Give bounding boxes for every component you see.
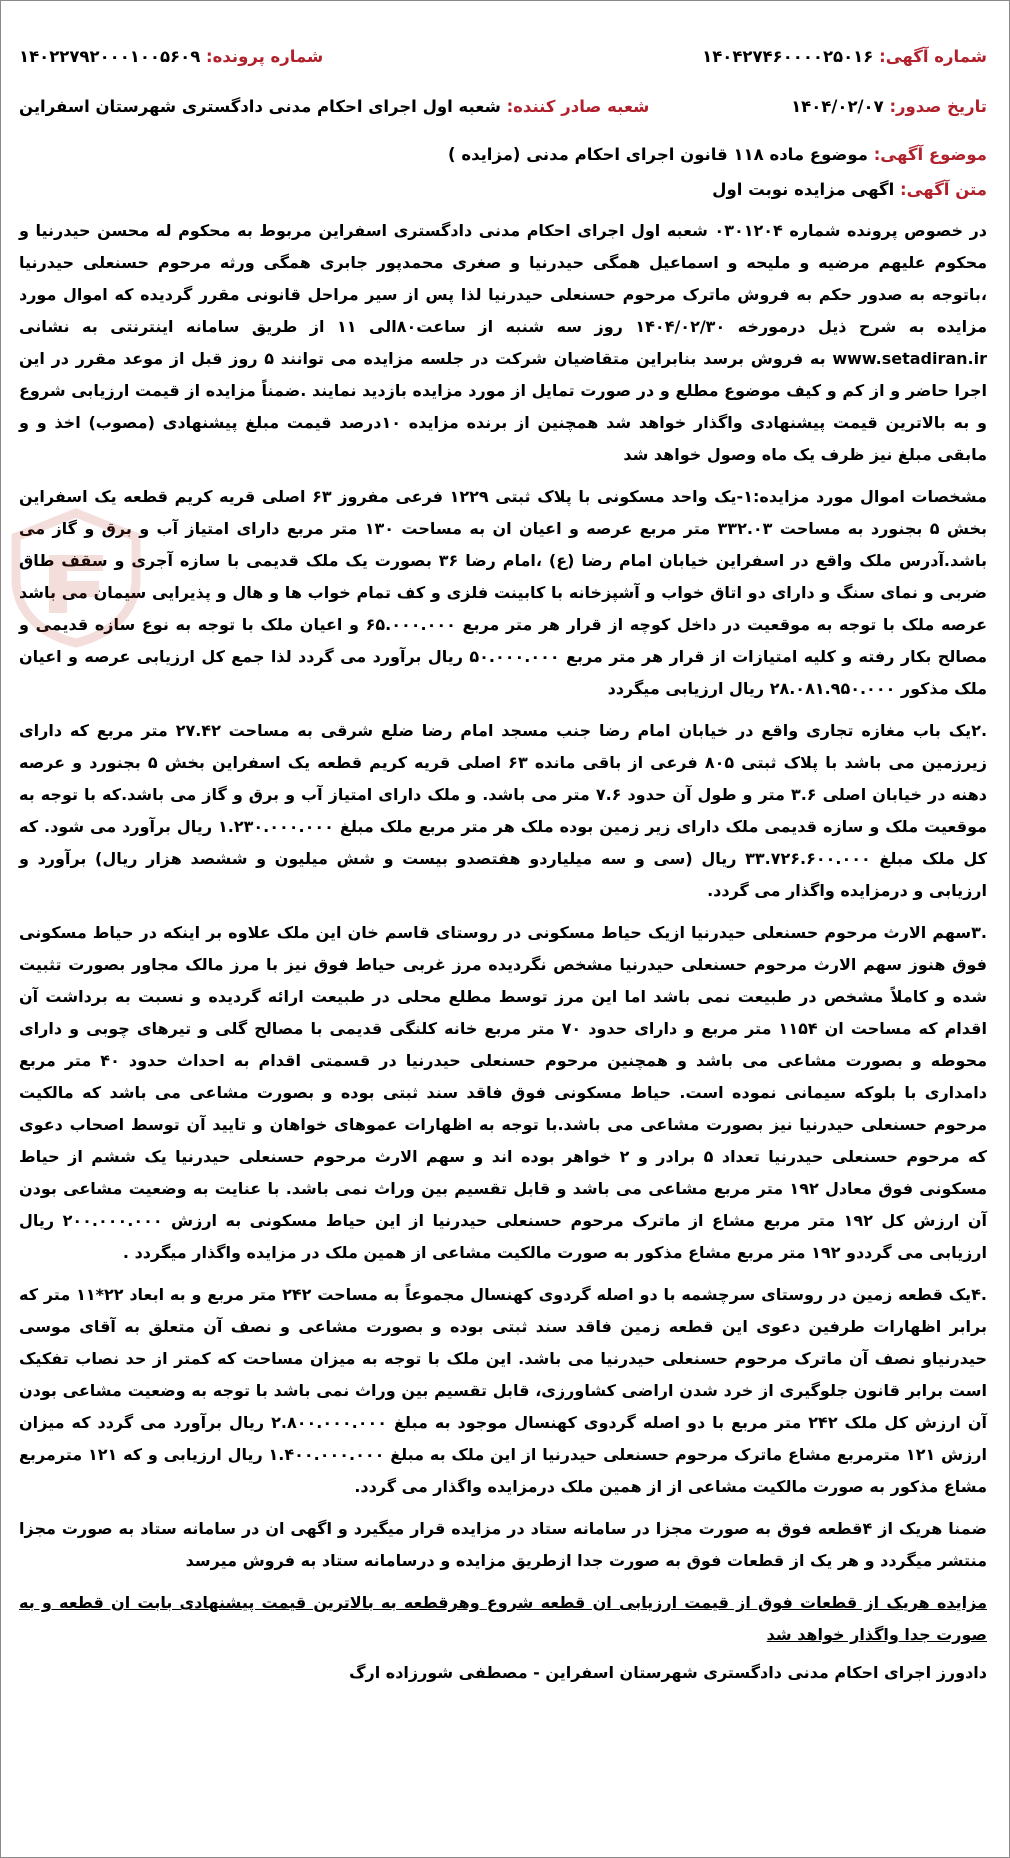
notice-number-label: شماره آگهی: [879,46,987,66]
property-item-1: مشخصات اموال مورد مزایده:۱-یک واحد مسکونی با پلاک ثبتی ۱۲۲۹ فرعی مفروز ۶۳ اصلی قریه کریم قطعه یک اسفراین بخش ۵ بجنورد به مساحت ۳۳۲.۰۳ متر مربع عرصه و اعیان ان به مساحت ۱۳۰ متر مربع دارای امتیاز آب و برق و گاز می باشد.آدرس ملک واقع در اسفراین خیابان امام رضا (ع) ،امام رضا ۳۶ بصورت یک ملک قدیمی با سازه آجری و سقف طاق ضربی و نمای سنگ و دارای دو اتاق خواب و آشپزخانه با کابینت فلزی و کف تمام خواب ها و هال و پذیرایی سیمان می باشد عرصه ملک با توجه به موقعیت در داخل کوچه از قرار هر متر مربع ۶۵.۰۰۰.۰۰۰ و اعیان ملک با توجه به نوع سازه قدیمی و مصالح بکار رفته و کلیه امتیازات از قرار هر متر مربع ۵۰.۰۰۰.۰۰۰ ریال برآورد می گردد لذا جمع کل ارزیابی عرصه و اعیان ملک مذکور ۲۸.۰۸۱.۹۵۰.۰۰۰ ریال ارزیابی میگردد [19,487,988,698]
issuing-branch-label: شعبه صادر کننده: [506,96,650,116]
notice-text-label: متن آگهی: [900,180,987,199]
case-number-value: ۱۴۰۲۲۷۹۲۰۰۰۱۰۰۵۶۰۹ [19,46,201,66]
notice-text-value: اگهی مزایده نوبت اول [712,180,895,199]
issuing-branch [19,97,649,116]
header-row-1 [19,31,987,81]
signature: دادورز اجرای احکام مدنی دادگستری شهرستان اسفراین - مصطفی شورزاده ارگ [349,1663,987,1682]
case-number-label: شماره پرونده: [206,46,324,66]
property-item-4: .۴یک قطعه زمین در روستای سرچشمه با دو اصله گردوی کهنسال مجموعاً به مساحت ۲۴۲ متر مربع و به ابعاد ۲۲*۱۱ متر که برابر اظهارات طرفین دعوی این قطعه زمین فاقد سند ثبتی بوده و بصورت مشاعی و نصف آن متعلق به آقای موسی حیدرنیاو نصف آن ماترک مرحوم حسنعلی حیدرنیا می باشد. این ملک با توجه به میزان مساحت که کمتر از حد نصاب تفکیک است برابر قانون جلوگیری از خرد شدن اراضی کشاورزی، قابل تقسیم بین وراث نمی باشد با توجه به وضعیت مشاعی بودن آن ارزش کل ملک ۲۴۲ متر مربع با دو اصله گردوی کهنسال موجود به مبلغ ۲.۸۰۰.۰۰۰.۰۰۰ ریال برآورد می گردد که میزان ارزش ۱۲۱ مترمربع مشاع ماترک مرحوم حسنعلی حیدرنیا از این ملک به مبلغ ۱.۴۰۰.۰۰۰.۰۰۰ ریال ارزیابی و که ۱۲۱ مترمربع مشاع مذکور به صورت مالکیت مشاعی از از همین ملک درمزایده واگذار می گردد. [19,1285,988,1496]
notice-subject [19,145,987,164]
issue-date [791,97,987,116]
notice-number-value: ۱۴۰۴۲۷۴۶۰۰۰۰۲۵۰۱۶ [702,46,874,66]
intro-paragraph: در خصوص پرونده شماره ۰۳۰۱۲۰۴ شعبه اول اجرای احکام مدنی دادگستری اسفراین مربوط به محکوم له محسن حیدرنیا و محکوم علیهم مرضیه و ملیحه و اسماعیل همگی حیدرنیا و صغری محمدپور جابری همگی ورثه مرحوم حسنعلی حیدرنیا ،باتوجه به صدور حکم به فروش ماترک مرحوم حسنعلی حیدرنیا لذا پس از سیر مراحل قانونی مقرر گردیده که اموال مورد مزایده به شرح ذیل درمورخه ۱۴۰۴/۰۲/۳۰ روز سه شنبه از ساعت۸۰الی ۱۱ از طریق سامانه اینترنتی به نشانی www.setadiran.ir به فروش برسد بنابراین متقاضیان شرکت در جلسه مزایده می توانند ۵ روز قبل از موعد مقرر در این اجرا حاضر و از کم و کیف موضوع مطلع و در صورت تمایل از مورد مزایده بازدید نمایند .ضمناً مزایده از قیمت ارزیابی شروع و به بالاترین قیمت پیشنهادی واگذار خواهد شد همچنین از برنده مزایده ۱۰درصد قیمت مبلغ پیشنهادی (مصوب) اخذ و و مابقی مبلغ نیز ظرف یک ماه وصول خواهد شد [19,221,988,464]
notice-number [702,47,987,66]
property-item-3: .۳سهم الارث مرحوم حسنعلی حیدرنیا ازیک حیاط مسکونی در روستای قاسم خان این ملک علاوه بر اینکه در حیاط مسکونی فوق هنوز سهم الارث مرحوم حسنعلی حیدرنیا مشخص نگردیده مرز غربی حیاط فوق نیز با مرز مالک مجاور بصورت تثبیت شده و کاملاً مشخص در طبیعت نمی باشد اما این مرز توسط مطلع محلی در طبیعت ارائه گردیده و نسبت به برداشت آن اقدام که مساحت ان ۱۱۵۴ متر مربع و دارای حدود ۷۰ متر مربع خانه کلنگی قدیمی با مصالح گلی و تیرهای چوبی و دارای محوطه و بصورت مشاعی می باشد و همچنین مرحوم حسنعلی حیدرنیا در قسمتی اقدام به احداث حدود ۴۰ متر مربع دامداری با بلوکه سیمانی نموده است. حیاط مسکونی فوق فاقد سند ثبتی بوده و بصورت مشاعی می باشد که مالکیت مرحوم حسنعلی حیدرنیا نیز بصورت مشاعی می باشد.با توجه به اظهارات عموهای خواهان و تایید آن توسط اصحاب دعوی که مرحوم حسنعلی حیدرنیا تعداد ۵ برادر و ۲ خواهر بوده اند و سهم الارث مرحوم حسنعلی حیدرنیا یک ششم از حیاط مسکونی فوق معادل ۱۹۲ متر مربع مشاعی می باشد و قابل تقسیم بین وراث نمی باشد. با عنایت به وضعیت مشاعی بودن آن ارزش کل ۱۹۲ متر مربع مشاع از ماترک مرحوم حسنعلی حیدرنیا از این حیاط مسکونی به ارزش ۲۰۰.۰۰۰.۰۰۰ ریال ارزیابی می گرددو ۱۹۲ متر مربع مشاع مذکور به صورت مالکیت مشاعی از همین ملک در مزایده واگذار میگردد . [19,923,988,1262]
notice-subject-label: موضوع آگهی: [873,145,987,164]
issuing-branch-value: شعبه اول اجرای احکام مدنی دادگستری شهرستان اسفراین [19,96,501,116]
case-number [19,47,323,66]
property-item-2: .۲یک باب مغازه تجاری واقع در خیابان امام رضا جنب مسجد امام رضا ضلع شرقی به مساحت ۲۷.۴۲ متر مربع که دارای زیرزمین می باشد با پلاک ثبتی ۸۰۵ فرعی از باقی مانده ۶۳ اصلی قریه کریم قطعه یک اسفراین بخش ۵ بجنورد و عرصه دهنه در خیابان اصلی ۳.۶ متر و طول آن حدود ۷.۶ متر می باشد. و ملک دارای امتیاز آب و برق و گاز می باشد.که با توجه به موقعیت ملک و سازه قدیمی ملک دارای زیر زمین بوده ملک هر متر مربع ملک مبلغ ۱.۲۳۰.۰۰۰.۰۰۰ ریال برآورد می شود. که کل ملک مبلغ ۳۳.۷۲۶.۶۰۰.۰۰۰ ریال (سی و سه میلیاردو هفتصدو بیست و شش میلیون و ششصد هزار ریال) برآورد و ارزیابی و درمزایده واگذار می گردد. [19,721,988,900]
issue-date-label: تاریخ صدور: [889,96,987,116]
notice-subject-value: موضوع ماده ۱۱۸ قانون اجرای احکام مدنی (مزایده ) [448,145,868,164]
issue-date-value: ۱۴۰۴/۰۲/۰۷ [791,96,884,116]
separate-auction-note: ضمنا هریک از ۴قطعه فوق به صورت مجزا در سامانه ستاد در مزایده قرار میگیرد و اگهی ان در سامانه ستاد به صورت مجزا منتشر میگردد و هر یک از قطعات فوق به صورت جدا ازطریق مزایده و درسامانه ستاد به فروش میرسد [19,1519,987,1570]
notice-text-title [19,180,987,199]
auction-method-note: مزایده هریک از قطعات فوق از قیمت ارزیابی ان قطعه شروع وهرقطعه به بالاترین قیمت پیشنهادی بابت ان قطعه و به صورت جدا واگذار خواهد شد [19,1593,987,1644]
header-row-2 [19,81,987,131]
